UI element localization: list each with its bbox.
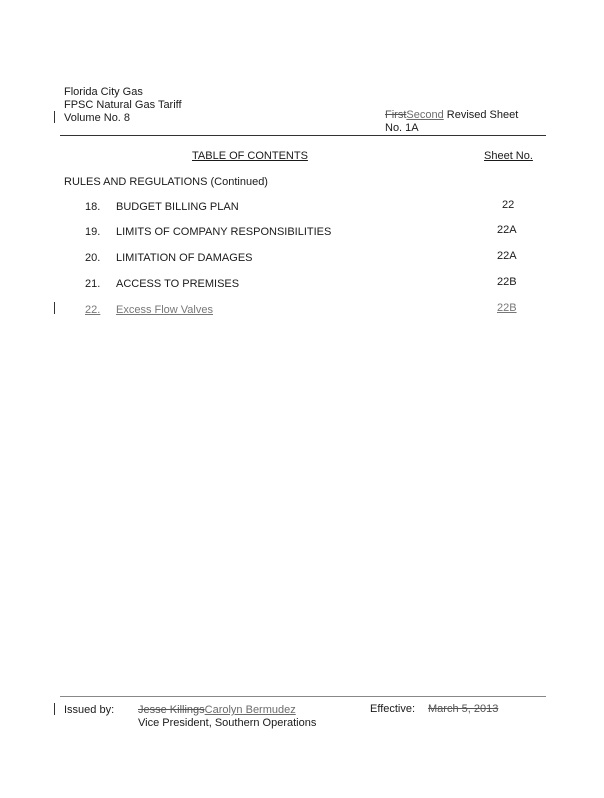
toc-item-label: LIMITATION OF DAMAGES xyxy=(116,252,253,264)
toc-item-sheet: 22 xyxy=(502,199,515,211)
footer-divider xyxy=(60,696,546,697)
toc-item-sheet: 22B xyxy=(497,276,517,288)
sheet-revision xyxy=(385,109,518,121)
sheet-revision-suffix: Revised Sheet xyxy=(443,109,519,121)
effective-label: Effective: xyxy=(370,703,416,715)
revision-bar xyxy=(54,302,55,314)
company-name: Florida City Gas xyxy=(64,86,143,98)
effective-date: March 5, 2013 xyxy=(428,703,499,715)
toc-item-num: 18. xyxy=(85,201,101,213)
toc-item-num: 19. xyxy=(85,226,101,238)
issuer-deleted: Jesse Killings xyxy=(138,704,205,716)
issued-by-label: Issued by: xyxy=(64,704,115,716)
issuer-inserted: Carolyn Bermudez xyxy=(204,704,296,716)
toc-item-label: ACCESS TO PREMISES xyxy=(116,278,240,290)
revision-bar xyxy=(54,703,55,715)
header-divider xyxy=(60,135,546,136)
toc-item-num: 22. xyxy=(85,304,101,316)
toc-item-num: 20. xyxy=(85,252,101,264)
toc-item-sheet: 22B xyxy=(497,302,517,314)
toc-item-sheet: 22A xyxy=(497,250,517,262)
section-title: RULES AND REGULATIONS (Continued) xyxy=(64,176,268,188)
tariff-name: FPSC Natural Gas Tariff xyxy=(64,99,182,111)
volume-number: Volume No. 8 xyxy=(64,112,131,124)
issuer-name xyxy=(138,704,296,716)
toc-item-sheet: 22A xyxy=(497,224,517,236)
sheet-revision-inserted: Second xyxy=(406,109,444,121)
revision-bar xyxy=(54,111,55,123)
toc-title: TABLE OF CONTENTS xyxy=(192,150,308,162)
toc-item-label: LIMITS OF COMPANY RESPONSIBILITIES xyxy=(116,226,332,238)
toc-item-label: BUDGET BILLING PLAN xyxy=(116,201,239,213)
sheet-revision-deleted: First xyxy=(385,109,407,121)
toc-item-label: Excess Flow Valves xyxy=(116,304,213,316)
issuer-title: Vice President, Southern Operations xyxy=(138,717,317,729)
toc-item-num: 21. xyxy=(85,278,101,290)
sheet-number: No. 1A xyxy=(385,122,419,134)
sheet-no-label: Sheet No. xyxy=(484,150,533,162)
